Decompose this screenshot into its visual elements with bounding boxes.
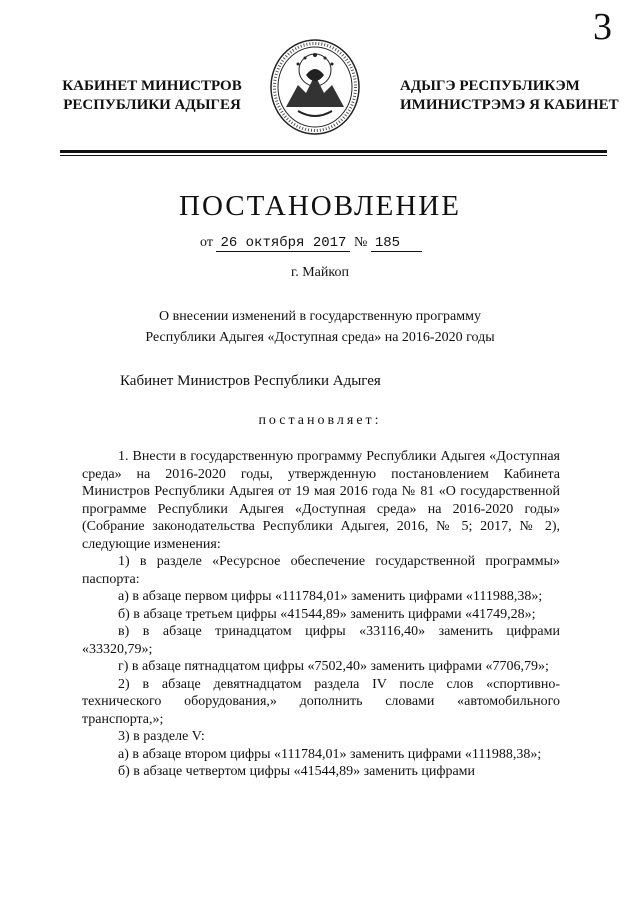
- document-title: ПОСТАНОВЛЕНИЕ: [179, 190, 461, 222]
- header-rule-thick: [60, 150, 607, 153]
- paragraph: 1. Внести в государственную программу Республики Адыгея «Доступная среда» на 2016-2020 годы, утвержденную постановлением Кабинета Министров Республики Адыгея от 19 мая 2016 года № 81 «О государственной программе Республики Адыгея «Доступная среда» на 2016-2020 годы» (Собрание законодательства Республики Адыгея, 2016, № 5; 2017, № 2), следующие изменения:: [82, 449, 560, 552]
- city: г. Майкоп: [291, 265, 349, 280]
- coat-of-arms-icon: [268, 37, 362, 137]
- header-rule-thin: [60, 155, 607, 156]
- paragraph: а) в абзаце втором цифры «111784,01» заменить цифрами «111988,38»;: [118, 746, 542, 762]
- date-value: 26 октября 2017: [216, 235, 350, 252]
- page-number: 3: [593, 6, 612, 48]
- document-body: [82, 448, 560, 781]
- date-number-line: [200, 235, 422, 252]
- header-right-line-2: ИМИНИСТРЭМЭ Я КАБИНЕТ: [400, 97, 619, 113]
- paragraph: 3) в разделе V:: [118, 729, 205, 744]
- subject: [0, 306, 640, 348]
- header-left-line-2: РЕСПУБЛИКИ АДЫГЕЯ: [63, 97, 241, 113]
- paragraph: б) в абзаце третьем цифры «41544,89» заменить цифрами «41749,28»;: [118, 606, 536, 622]
- header-right-line-1: АДЫГЭ РЕСПУБЛИКЭМ: [400, 78, 580, 94]
- paragraph: а) в абзаце первом цифры «111784,01» заменить цифрами «111988,38»;: [118, 589, 543, 604]
- header-left-line-1: КАБИНЕТ МИНИСТРОВ: [62, 78, 242, 94]
- number-value: 185: [371, 235, 422, 252]
- number-prefix: №: [353, 235, 368, 250]
- issuing-body: Кабинет Министров Республики Адыгея: [120, 373, 381, 389]
- header-left: [62, 77, 242, 115]
- date-prefix: от: [200, 235, 213, 250]
- paragraph: в) в абзаце тринадцатом цифры «33116,40» заменить цифрами «33320,79»;: [82, 624, 560, 657]
- paragraph: 2) в абзаце девятнадцатом раздела IV после слов «спортивно-технического оборудования,» дополнить словами «автомобильного транспорта,»;: [82, 676, 560, 727]
- decree-word: постановляет:: [258, 413, 382, 428]
- paragraph: б) в абзаце четвертом цифры «41544,89» заменить цифрами: [118, 764, 476, 779]
- subject-line-2: Республики Адыгея «Доступная среда» на 2016-2020 годы: [145, 330, 495, 345]
- subject-line-1: О внесении изменений в государственную программу: [159, 309, 481, 324]
- paragraph: г) в абзаце пятнадцатом цифры «7502,40» заменить цифрами «7706,79»;: [118, 659, 549, 674]
- header-right: [386, 77, 630, 115]
- paragraph: 1) в разделе «Ресурсное обеспечение государственной программы» паспорта:: [82, 554, 560, 587]
